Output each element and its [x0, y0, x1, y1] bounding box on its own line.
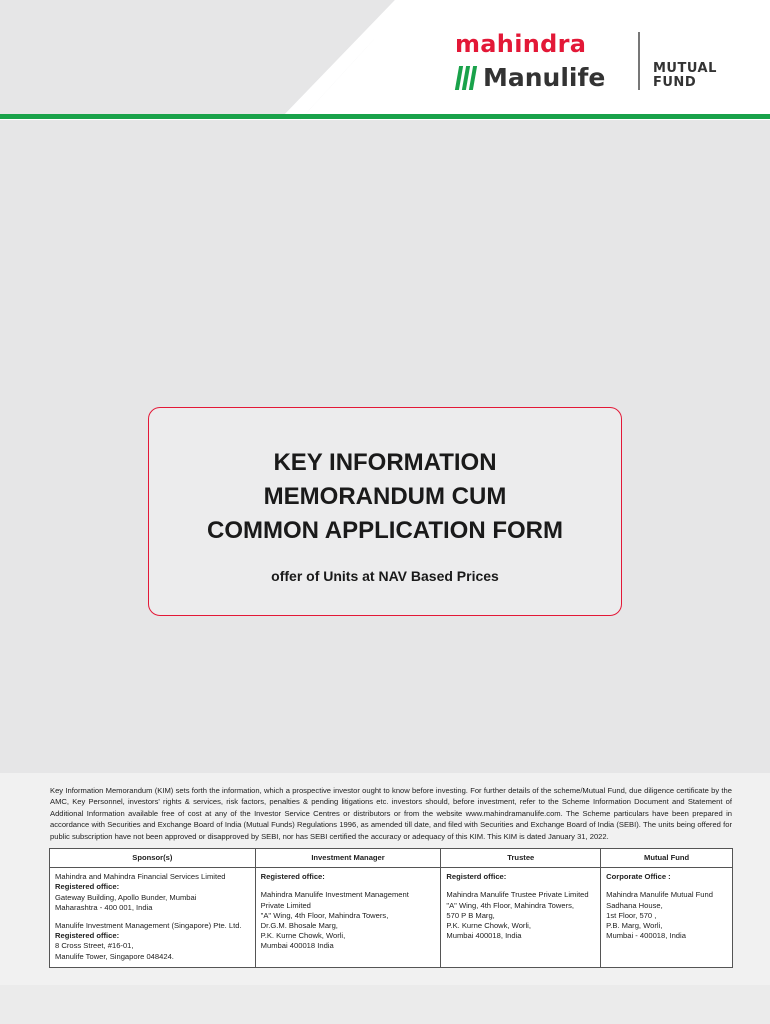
manulife-bars-icon [457, 66, 475, 90]
trustee-address-line: P.K. Kurne Chowk, Worli, [446, 921, 531, 931]
logo-manulife-row [457, 63, 605, 93]
title-line-1: KEY INFORMATION [273, 449, 497, 476]
table-row [50, 868, 733, 968]
document-subtitle: offer of Units at NAV Based Prices [271, 568, 499, 584]
table-header-row [50, 849, 733, 868]
trustee-address-line: Mahindra Manulife Trustee Private Limited [446, 890, 589, 900]
fund-address-line: Mumbai - 400018, India [606, 931, 686, 941]
manager-address-line: Mahindra Manulife Investment Management [260, 890, 409, 900]
manager-address-line: P.K. Kurne Chowk, Worli, [260, 931, 346, 941]
trustee-address-line: Mumbai 400018, India [446, 931, 522, 941]
logo-fund-text: FUND [653, 75, 697, 90]
bottom-strip [0, 985, 770, 1024]
fund-address-line: P.B. Marg, Worli, [606, 921, 663, 931]
fund-cell [601, 868, 733, 968]
fund-office-label: Corporate Office : [606, 872, 671, 882]
logo-manulife-text: Manulife [483, 63, 606, 92]
trustee-address-line: "A" Wing, 4th Floor, Mahindra Towers, [446, 900, 575, 910]
sponsor-1-reg-label: Registered office: [55, 882, 120, 892]
manager-cell [255, 868, 441, 968]
sponsor-cell [50, 868, 256, 968]
title-line-2: MEMORANDUM CUM [263, 483, 507, 510]
header-trustee: Trustee [441, 849, 601, 868]
sponsor-2-address-line: Manulife Tower, Singapore 048424. [55, 951, 174, 961]
manager-address-line: Mumbai 400018 India [260, 941, 334, 951]
title-box [148, 407, 622, 616]
logo-mutual-text: MUTUAL [653, 61, 717, 76]
manager-address-line: Dr.G.M. Bhosale Marg, [260, 921, 338, 931]
logo-mahindra-text: mahindra [455, 30, 587, 58]
green-divider-bar [0, 114, 770, 119]
manager-address-line: "A" Wing, 4th Floor, Mahindra Towers, [260, 910, 389, 920]
sponsor-1-name: Mahindra and Mahindra Financial Services Limited [55, 872, 226, 882]
document-title [149, 446, 621, 548]
sponsor-1-address-line: Maharashtra - 400 001, India [55, 902, 153, 912]
manager-address-line: Private Limited [260, 900, 311, 910]
intro-paragraph: Key Information Memorandum (KIM) sets forth the information, which a prospective investor ought to know before investing. For further details of the scheme/Mutual Fund, due diligence certificate by the AMC, Key Personnel, investors' rights & services, risk factors, penalties & pending litigations etc. investors should, before investment, refer to the Scheme Information Document and Statement of Additional Information available free of cost at any of the Investor Service Centres or distributors or from the website www.mahindramanulife.com. The Scheme particulars have been prepared in accordance with Securities and Exchange Board of India (Mutual Funds) Regulations 1996, as amended till date, and filed with Securities and Exchange Board of India (SEBI). The units being offered for public subscription have not been approved or disapproved by SEBI, nor has SEBI certified the accuracy or adequacy of this KIM. This KIM is dated January 31, 2022. [50, 786, 732, 841]
trustee-cell [441, 868, 601, 968]
mahindra-manulife-logo [455, 30, 735, 96]
title-line-3: COMMON APPLICATION FORM [207, 517, 563, 544]
fund-address-line: Sadhana House, [606, 900, 663, 910]
entity-info-table [49, 848, 733, 968]
header-mutual-fund: Mutual Fund [601, 849, 733, 868]
sponsor-2-address-line: 8 Cross Street, #16-01, [55, 941, 134, 951]
header-investment-manager: Investment Manager [255, 849, 441, 868]
trustee-reg-label: Registerd office: [446, 872, 507, 882]
header-sponsors: Sponsor(s) [50, 849, 256, 868]
sponsor-2-reg-label: Registered office: [55, 931, 120, 941]
fund-address-line: 1st Floor, 570 , [606, 910, 657, 920]
sponsor-1-address-line: Gateway Building, Apollo Bunder, Mumbai [55, 892, 197, 902]
fund-address-line: Mahindra Manulife Mutual Fund [606, 890, 713, 900]
logo-mutual-fund [653, 62, 717, 90]
trustee-address-line: 570 P B Marg, [446, 910, 495, 920]
logo-divider [638, 32, 640, 90]
sponsor-2-name: Manulife Investment Management (Singapore) Pte. Ltd. [55, 921, 242, 931]
manager-reg-label: Registered office: [260, 872, 325, 882]
